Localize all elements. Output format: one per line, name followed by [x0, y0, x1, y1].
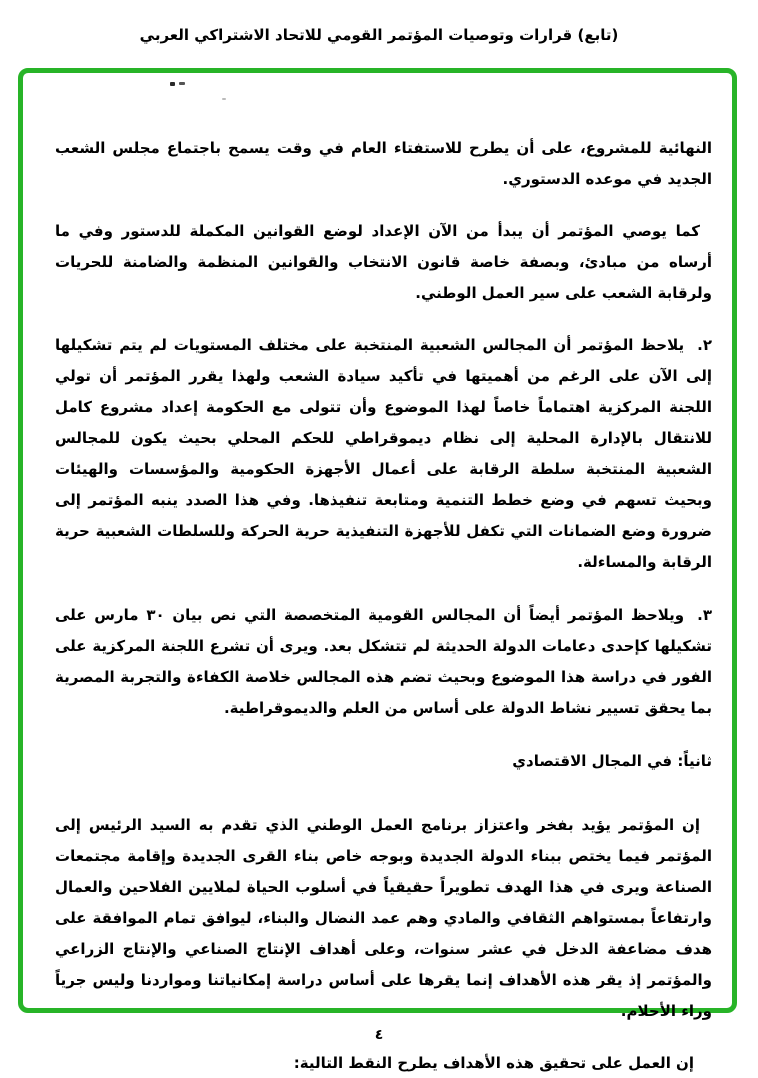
item-text: ويلاحظ المؤتمر أيضاً أن المجالس القومية المتخصصة التي نص بيان ٣٠ مارس على تشكيلها كإحدى دعامات الدولة الحديثة لم تتشكل بعد. ويرى أن تشرع اللجنة المركزية على الفور في دراسة هذا الموضوع وبحيث تضم هذه المجالس خلاصة الكفاءة والتجربة المصرية بما يحقق تسيير نشاط الدولة على أساس من العلم والديموقراطية. [55, 606, 712, 717]
numbered-item-3 [55, 600, 712, 724]
page-number: ٤ [374, 1027, 384, 1043]
paragraph-closing-line: إن العمل على تحقيق هذه الأهداف يطرح النقط التالية: [293, 1054, 694, 1072]
page-header-title: (تابع) قرارات وتوصيات المؤتمر القومي للاتحاد الاشتراكي العربي [139, 26, 619, 44]
paragraph-continuation: النهائية للمشروع، على أن يطرح للاستفتاء العام في وقت يسمح باجتماع مجلس الشعب الجديد في موعده الدستوري. [55, 139, 712, 188]
scan-artifact-speck [170, 82, 175, 86]
item-text: يلاحظ المؤتمر أن المجالس الشعبية المنتخبة على مختلف المستويات لم يتم تشكيلها إلى الآن على الرغم من أهميتها في تأكيد سيادة الشعب ولهذا يقرر المؤتمر أن تولي اللجنة المركزية اهتماماً خاصاً لهذا الموضوع وأن تتولى مع الحكومة إعداد مشروع كامل للانتقال بالإدارة المحلية إلى نظام ديموقراطي للحكم المحلي بحيث يكون للمجالس الشعبية المنتخبة سلطة الرقابة على أعمال الأجهزة الحكومية والمؤسسات والهيئات وبحيث تسهم في وضع خطط التنمية ومتابعة تنفيذها. وفي هذا الصدد ينبه المؤتمر إلى ضرورة وضع الضمانات التي تكفل للأجهزة التنفيذية حرية الحركة وللسلطات الشعبية حرية الرقابة والمساءلة. [55, 336, 712, 571]
paragraph-economic-program: إن المؤتمر يؤيد بفخر واعتزاز برنامج العمل الوطني الذي تقدم به السيد الرئيس إلى المؤتمر فيما يختص ببناء الدولة الجديدة وبوجه خاص بناء القرى الجديدة وإقامة مجتمعات الصناعة ويرى في هذا الهدف تطويراً حقيقياً في أسلوب الحياة لملايين الفلاحين والعمال وارتفاعاً بمستواهم الثقافي والمادي وهم عمد النضال والبناء، ليوافق تمام الموافقة على هدف مضاعفة الدخل في عشر سنوات، وعلى أهداف الإنتاج الصناعي والإنتاج الزراعي والمؤتمر إذ يقر هذه الأهداف إنما يقرها على أساس دراسة إمكانياتنا ومواردنا وليس جرياً وراء الأحلام. [55, 816, 712, 1020]
item-number: ٢. [697, 336, 712, 354]
numbered-item-2 [55, 330, 712, 578]
section-heading-economic: ثانياً: في المجال الاقتصادي [512, 752, 712, 770]
scan-artifact-speck [179, 82, 185, 85]
paragraph-recommendation: كما يوصي المؤتمر أن يبدأ من الآن الإعداد لوضع القوانين المكملة للدستور وفي ما أرساه من مبادئ، وبصفة خاصة قانون الانتخاب والقوانين المنظمة والضامنة للحريات ولرقابة الشعب على سير العمل الوطني. [55, 222, 712, 302]
item-number: ٣. [697, 606, 712, 624]
scan-artifact-speck [222, 98, 226, 100]
green-border-frame [18, 68, 737, 1072]
